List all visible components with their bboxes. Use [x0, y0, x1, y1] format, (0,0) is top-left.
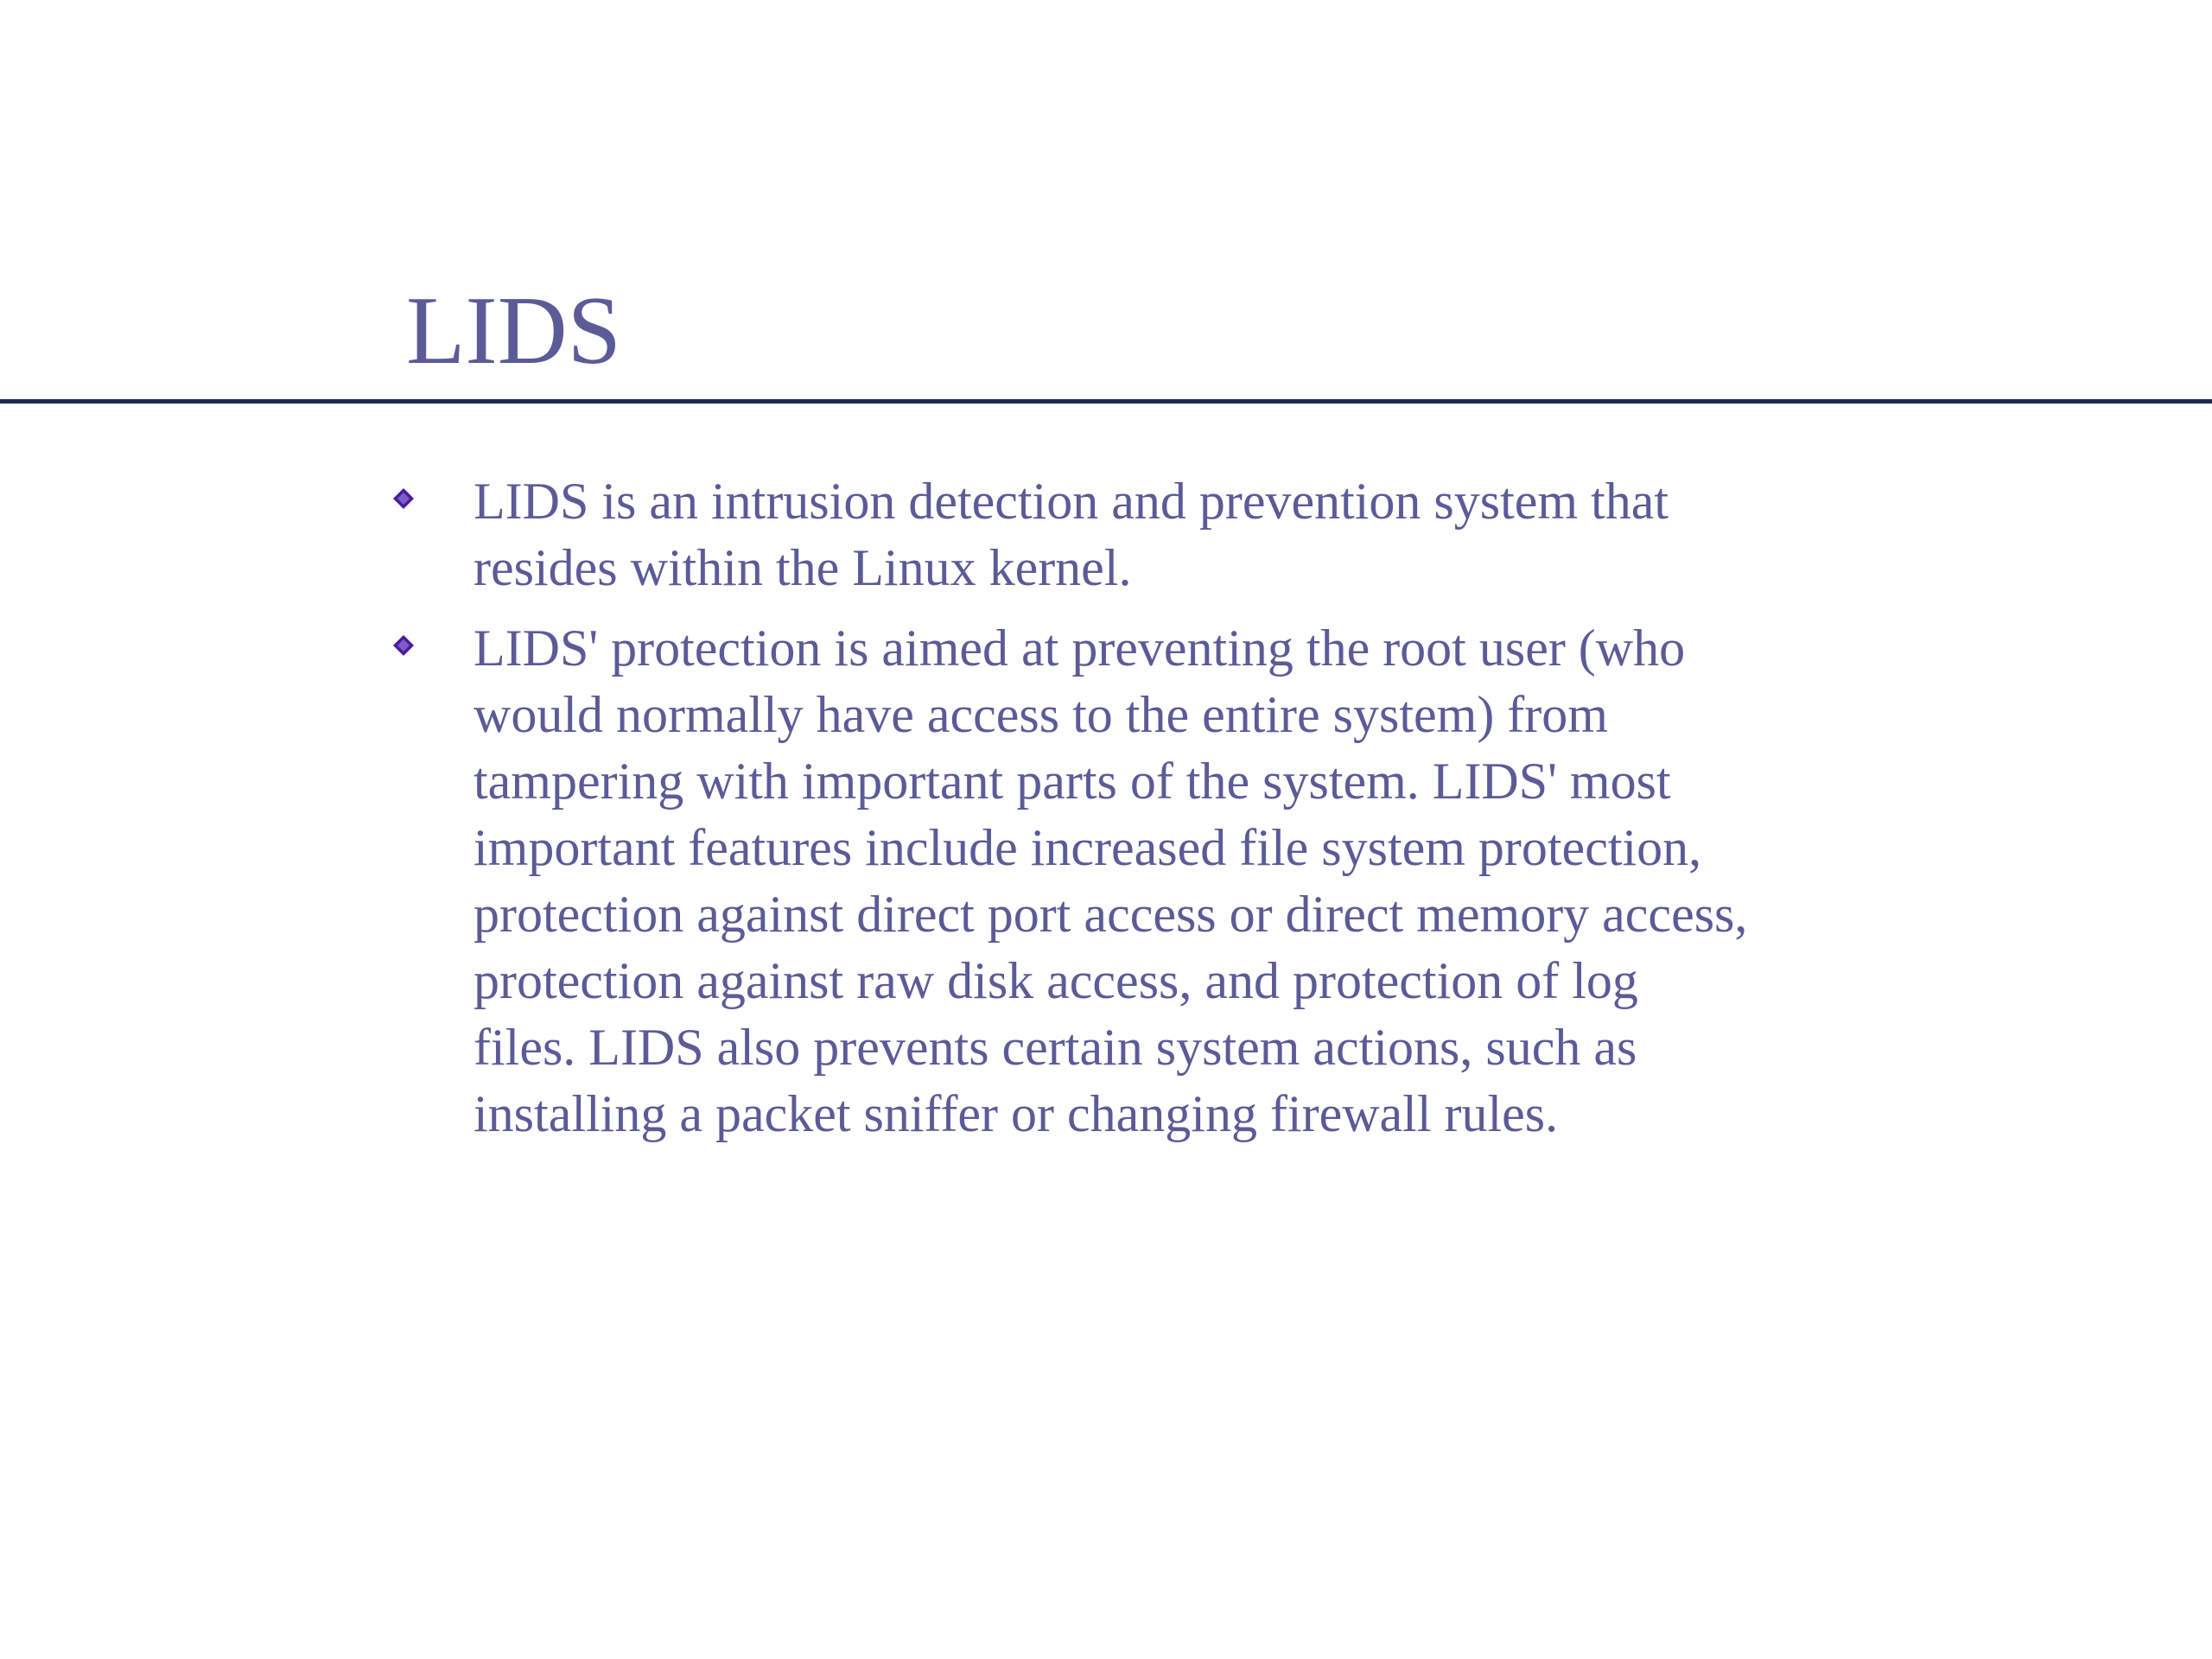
- bullet-line: protection against raw disk access, and protection of log: [474, 952, 1638, 1009]
- bullet-line: installing a packet sniffer or changing firewall rules.: [474, 1085, 1559, 1142]
- bullet-line: important features include increased file system protection,: [474, 819, 1702, 876]
- title-divider: [0, 399, 2212, 404]
- diamond-bullet-icon: [392, 487, 415, 510]
- bullet-line: tampering with important parts of the system. LIDS' most: [474, 753, 1671, 810]
- bullet-item: [380, 615, 1866, 1147]
- bullet-list: [380, 468, 1866, 1161]
- bullet-line: files. LIDS also prevents certain system actions, such as: [474, 1019, 1637, 1076]
- bullet-line: LIDS' protection is aimed at preventing the root user (who: [474, 620, 1686, 677]
- bullet-line: resides within the Linux kernel.: [474, 539, 1132, 596]
- bullet-line: LIDS is an intrusion detection and prevention system that: [474, 473, 1669, 530]
- bullet-item: [380, 468, 1866, 601]
- diamond-bullet-icon: [392, 634, 415, 657]
- bullet-line: protection against direct port access or direct memory access,: [474, 886, 1748, 943]
- bullet-line: would normally have access to the entire system) from: [474, 686, 1608, 743]
- slide-title: LIDS: [406, 277, 621, 385]
